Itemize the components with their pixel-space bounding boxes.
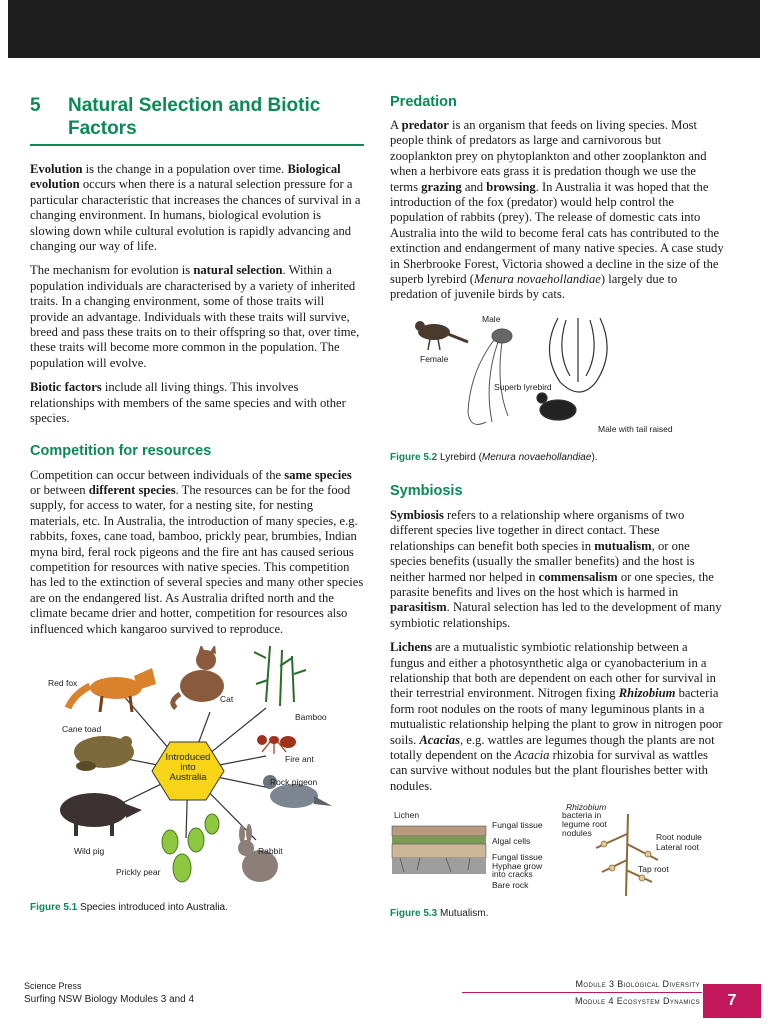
text-run: or between [30, 482, 89, 497]
label-prickly-pear: Prickly pear [116, 866, 161, 877]
figure-5-2-caption [390, 452, 724, 463]
text-run: Symbiosis [390, 507, 444, 522]
text-run: grazing [421, 179, 462, 194]
label-cat: Cat [220, 693, 234, 704]
caption-label: Figure 5.1 [30, 901, 78, 913]
label-tap-root: Tap root [638, 864, 669, 875]
module-3-label: Module 3 Biological Diversity [575, 979, 700, 989]
predation-heading: Predation [390, 94, 457, 110]
text-run: different species [88, 482, 176, 497]
text-run: include all living things. This involves relationships with members of the same species and with other species. [30, 380, 346, 426]
displaying-lyrebird [537, 318, 607, 420]
page-number: 7 [703, 984, 761, 1018]
text-run: Menura novaehollandiae [473, 272, 601, 287]
paragraph-symbiosis [390, 508, 724, 631]
caption-label: Figure 5.2 [390, 451, 438, 463]
text-run: commensalism [538, 569, 618, 584]
hexagon-label: Introduced into Australia [165, 751, 211, 783]
lyrebird-illustration [390, 312, 724, 444]
chapter-number: 5 [30, 95, 41, 116]
introduced-species-figure [30, 646, 364, 896]
paragraph-biotic-factors [30, 380, 364, 426]
text-run: Acacias [419, 732, 460, 747]
text-run: Evolution [30, 162, 83, 176]
label-algal-cells: Algal cells [492, 836, 531, 847]
caption-end: ). [591, 451, 598, 463]
text-run: refers to a relationship where organisms of two different species live together in direct contact. These relationships can benefit both species in [390, 507, 685, 553]
left-column [30, 94, 364, 913]
module-4-label: Module 4 Ecosystem Dynamics [575, 996, 700, 1006]
label-wild-pig: Wild pig [74, 845, 105, 856]
text-run: A [390, 118, 402, 132]
label-rhizobium-desc: bacteria in legume root nodules [562, 810, 607, 839]
text-run: and [461, 179, 487, 194]
caption-text: Lyrebird ( [437, 451, 482, 463]
text-run: , e.g. wattles are legumes though the plants are not totally dependent on the [390, 732, 715, 762]
footer-publisher [24, 981, 194, 1005]
text-run: , or one species benefits (usually the smaller benefits) and the host is neither harmed nor helped in [390, 538, 695, 584]
paragraph-natural-selection [30, 263, 364, 371]
chapter-rule [30, 144, 364, 146]
text-run: Competition can occur between individuals of the [30, 467, 285, 482]
text-run: . Natural selection has led to the development of many symbiotic relationships. [390, 600, 722, 630]
text-run: or one species, the parasite benefits and lives on the host which is harmed in [390, 569, 714, 599]
chapter-heading [30, 94, 364, 140]
label-rhizobium: Rhizobium [566, 802, 607, 813]
caption-text: Mutualism. [437, 908, 489, 920]
footer-modules [462, 979, 700, 1006]
lyrebird-figure [390, 312, 724, 444]
label-lichen: Lichen [394, 810, 420, 821]
caption-label: Figure 5.3 [390, 908, 438, 920]
text-run: Lichens [390, 640, 432, 655]
text-run: Biological evolution [30, 162, 341, 192]
label-male: Male [482, 313, 501, 324]
text-run: browsing [486, 179, 536, 194]
introduced-species-diagram [30, 646, 364, 896]
label-bare-rock: Bare rock [492, 880, 529, 891]
mutualism-figure [390, 804, 724, 902]
label-fungal-tissue-1: Fungal tissue [492, 820, 543, 831]
top-banner [8, 0, 760, 58]
publisher-name: Science Press [24, 981, 82, 991]
text-run: mutualism [594, 538, 652, 553]
label-rabbit: Rabbit [258, 845, 283, 856]
text-run: ) largely due to predation of juvenile birds by cats. [390, 272, 678, 302]
caption-italic: Menura novaehollandiae [481, 451, 592, 463]
symbiosis-heading: Symbiosis [390, 482, 463, 499]
prickly-pear-illustration [162, 814, 219, 882]
label-red-fox: Red fox [48, 677, 78, 688]
text-run: is the change in a population over time. [82, 162, 288, 176]
bamboo-illustration [254, 646, 306, 706]
label-cane-toad: Cane toad [62, 723, 102, 734]
label-root-nodule: Root nodule [656, 832, 702, 843]
text-run: bacteria form root nodules on the roots of many leguminous plants in a mutualistic relationship helping the plant to grow in nitrogen poor soils. [390, 686, 723, 747]
label-hyphae: Hyphae grow into cracks [492, 861, 543, 880]
male-lyrebird [468, 329, 512, 424]
text-run: occurs when there is a natural selection pressure for a particular characteristic that increases the chances of survival in a changing environment. In humans, biological evolution is slowing down while cultural evolution is rapidly advancing and changing our way of life. [30, 177, 361, 254]
text-run: parasitism [390, 600, 447, 615]
text-run: is an organism that feeds on living species. Most people think of predators as large and carnivorous but zooplankton prey on phytoplankton and other zooplankton and when a herbivore eats grass it is predation though we use the terms [390, 118, 707, 194]
label-female: Female [420, 353, 449, 364]
cat-illustration [173, 646, 224, 708]
book-title: Surfing NSW Biology Modules 3 and 4 [24, 994, 195, 1005]
label-bamboo: Bamboo [295, 711, 327, 722]
red-fox-illustration [68, 668, 156, 712]
chapter-title: Natural Selection and Biotic Factors [68, 95, 321, 139]
text-run: The mechanism for evolution is [30, 263, 194, 278]
paragraph-competition [30, 468, 364, 637]
text-run: . The resources can be for the food supply, for access to water, for a nesting site, for nesting materials, etc. In Australia, the introduction of many species, e.g. rabbits, foxes, cane toad, bamboo, prickly pear, brumbies, Indian myna bird, feral rock pigeons and the fire ant has caused serious competition for resources with native species. This competition has led to the extinction of several species and many other species are on the endangered list. As Australia drifted north and the climate became drier and hotter, competition for resources also influenced which kangaroo survived to reproduce. [30, 482, 364, 636]
paragraph-evolution [30, 162, 364, 254]
text-run: . Within a population individuals are characterised by a variety of inherited traits. In a changing environment, some of those traits will provide an advantage. Individuals with these traits will survive, breed and pass these traits on to their offspring so that, over time, these traits will become more common in the population. The population will evolve. [30, 263, 360, 370]
mutualism-illustration [390, 804, 724, 902]
paragraph-lichens [390, 640, 724, 794]
text-run: . In Australia it was hoped that the introduction of the fox (predator) would help control the population of rabbits (prey). The release of domestic cats into Australia into the wild to become feral cats has contributed to the extinction and endangerment of many native species. A case study in Sherbrooke Forest, Victoria showed a decline in the size of the superb lyrebird ( [390, 179, 724, 287]
figure-5-1-caption [30, 902, 364, 913]
label-lateral-root: Lateral root [656, 842, 699, 853]
text-run: are a mutualistic symbiotic relationship between a fungus and either a photosynthetic alga or cyanobacterium in a relationship that both are dependent on each other for survival in their terrestrial environment. Nitrogen fixing [390, 640, 716, 701]
text-run: Rhizobium [618, 686, 676, 701]
label-rock-pigeon: Rock pigeon [270, 776, 318, 787]
cane-toad-illustration [74, 736, 134, 771]
label-superb-lyrebird: Superb lyrebird [494, 381, 552, 392]
paragraph-predation [390, 118, 724, 303]
caption-text: Species introduced into Australia. [77, 901, 228, 913]
label-fungal-tissue-2: Fungal tissue [492, 852, 543, 863]
label-male-tail-raised: Male with tail raised [598, 423, 673, 434]
text-run: same species [284, 467, 352, 482]
female-lyrebird [415, 321, 468, 350]
fire-ant-illustration [257, 735, 296, 754]
text-run: Biotic factors [30, 380, 102, 395]
lichen-cross-section [392, 826, 486, 874]
text-run: rhizobia for survival as wattles can survive without nodules but the plant flourishes better with nodules. [390, 747, 708, 793]
figure-5-3-caption [390, 908, 724, 919]
text-run: predator [401, 118, 449, 132]
text-run: Acacia [514, 747, 550, 762]
right-column [390, 94, 724, 919]
competition-heading: Competition for resources [30, 442, 212, 459]
text-run: natural selection [193, 263, 283, 278]
label-fire-ant: Fire ant [285, 753, 314, 764]
